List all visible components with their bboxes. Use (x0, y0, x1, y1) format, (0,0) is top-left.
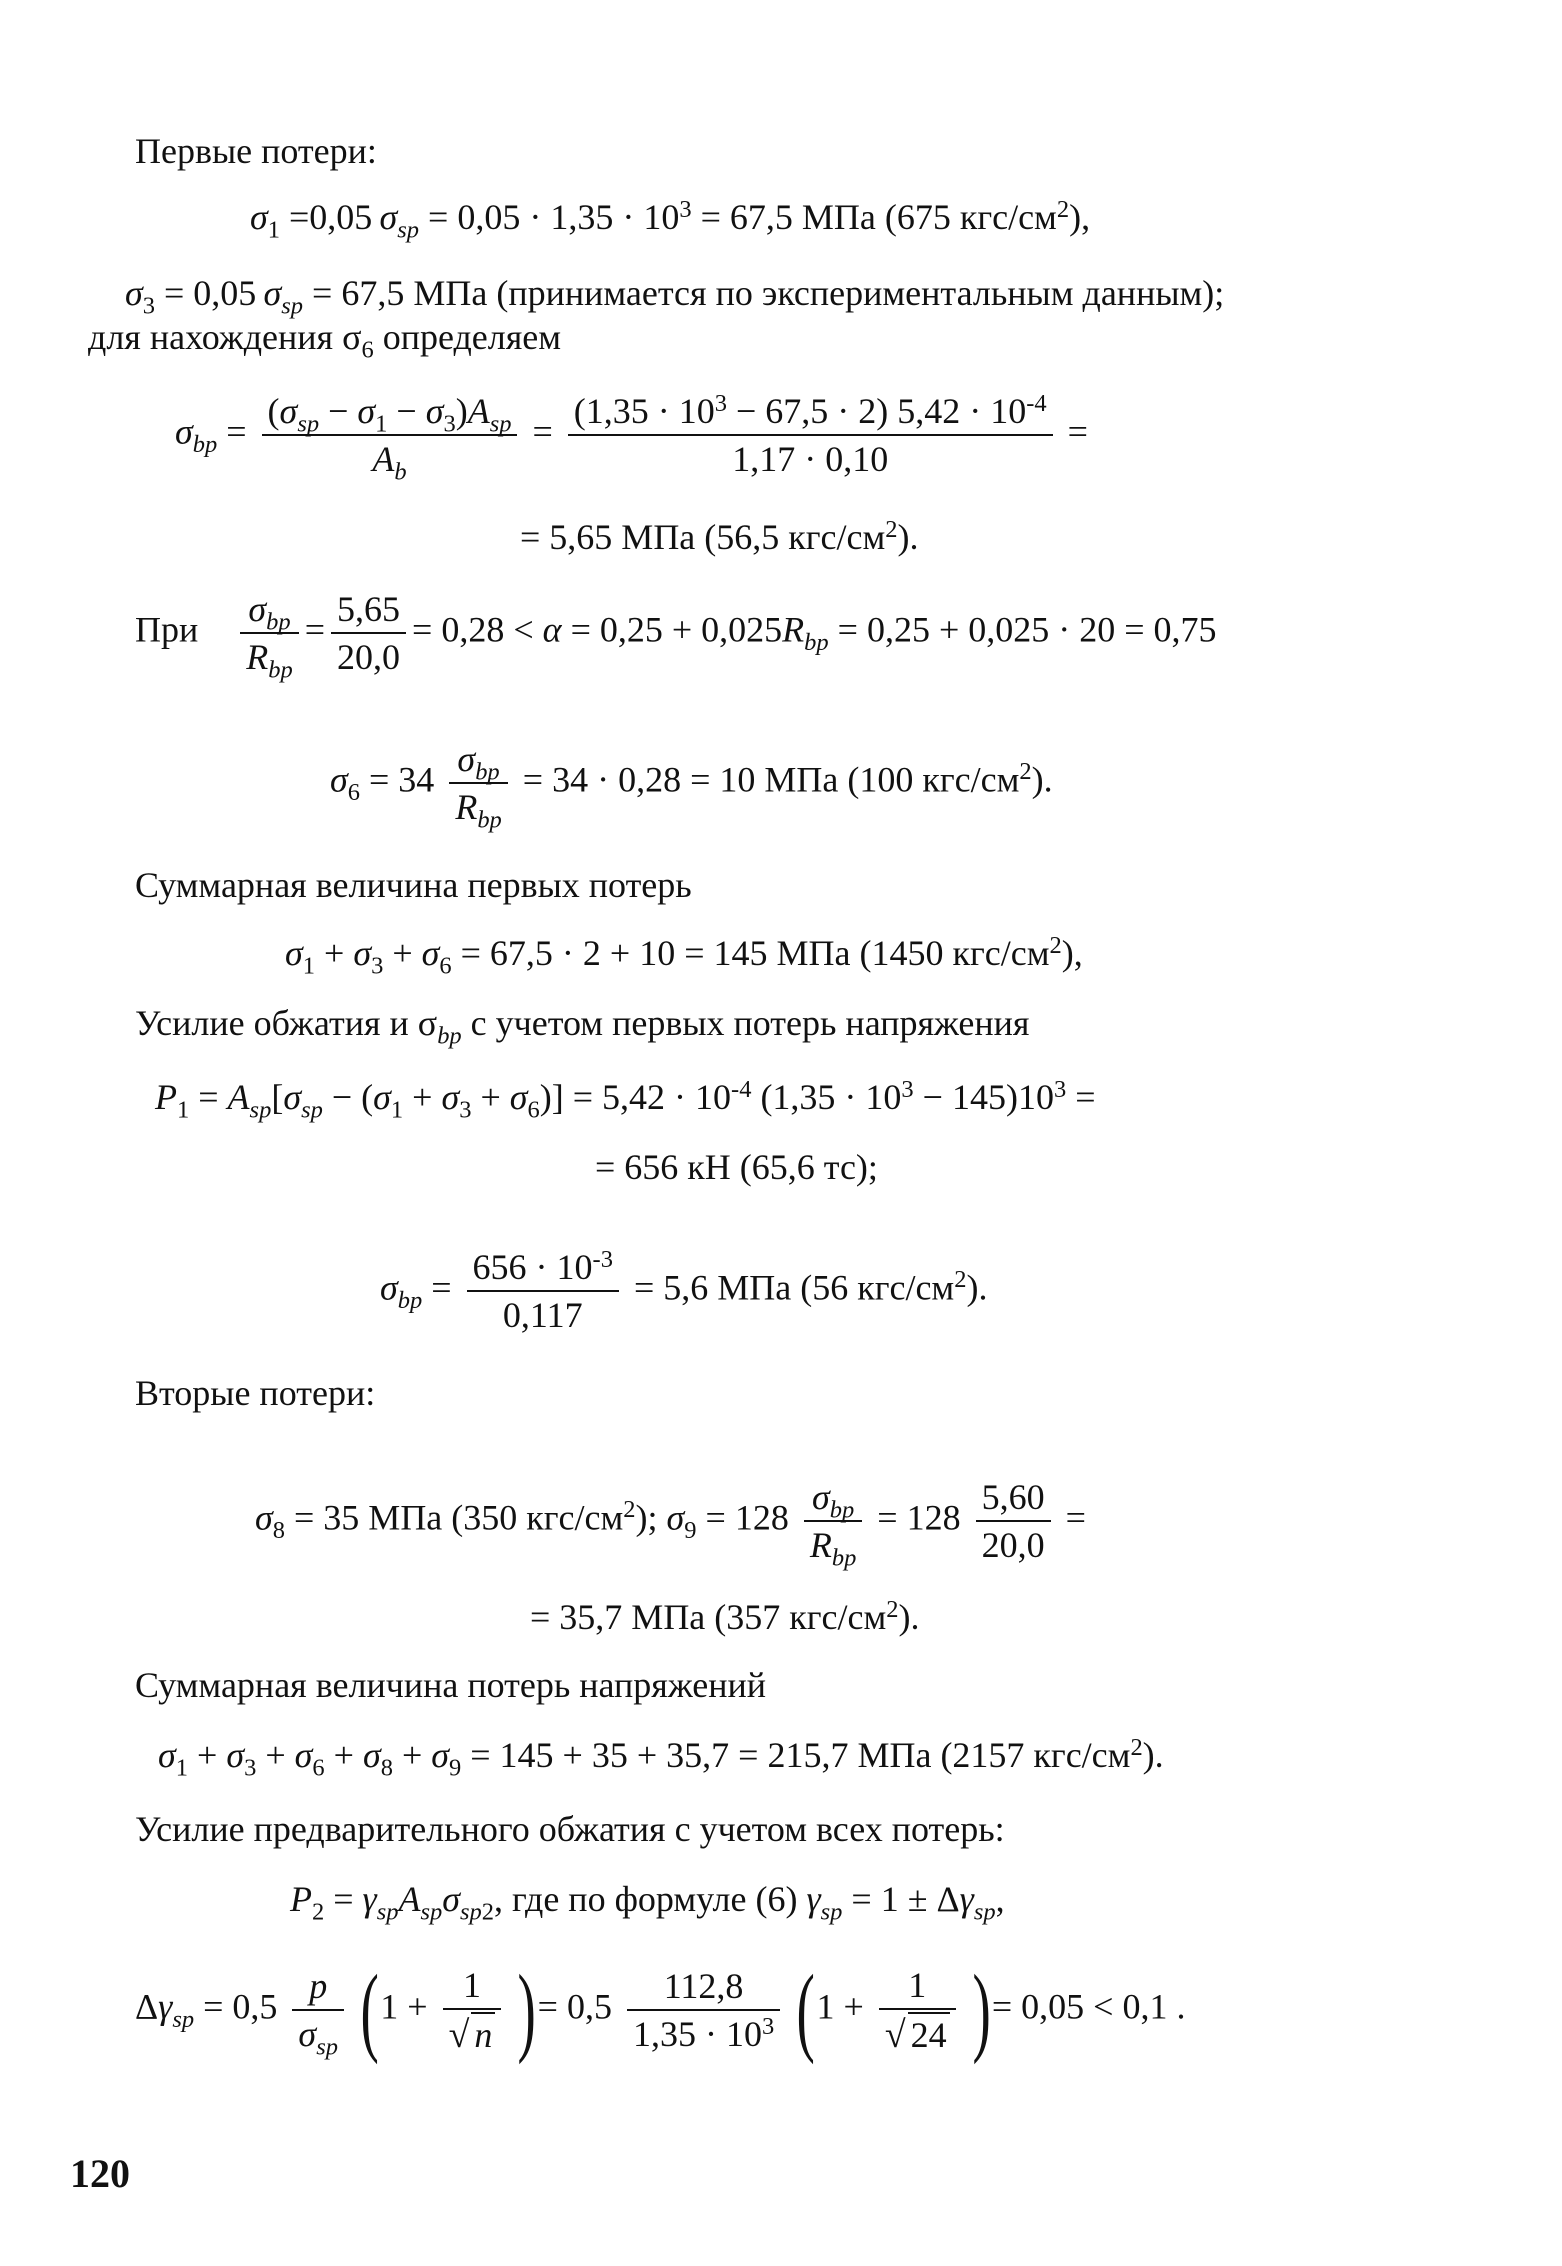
formula-sigma8-sigma9: $\sigma_8 = 35$ МПа (350 кгс/$см^2$); $\sigma_9 = 128$ $\sigma_{bp}$ $R_{bp}$ = 128 $\frac{5,60}{20,0}$ = (255, 1477, 1086, 1572)
formula-sum-all: $\sigma_1 + \sigma_3 + \sigma_6 + \sigma_8 + \sigma_9 = 145 + 35 + 35,7 = 215,7$ МПа (2157 кгс/$см^2$). (158, 1733, 1164, 1782)
heading-sum-first: Суммарная величина первых потерь (135, 865, 692, 905)
formula-sigma-bp-1: $\sigma_{bp}$ = $(\sigma_{sp} - \sigma_1 - \sigma_3)A_{sp}$ $A_b$ = $\frac{(1,35 \cdot 10^3 - 67,5 \cdot 2) 5,42 \cdot 10^{-4}}{1,17 \cdot 0,10}$ = (175, 389, 1088, 486)
formula-p2: $P_2 = \gamma_{sp}A_{sp}\sigma_{sp2}$, где по формуле (6) $\gamma_{sp} = 1 \pm \Delta\gamma_{sp}$, (290, 1879, 1005, 1926)
formula-ratio: При $\sigma_{bp}$ $R_{bp}$ = $\frac{5,65}{20,0}$ = $0,28 < \alpha = 0,25 + 0,025R_{bp} = 0,25 + 0,025 \cdot 20 = 0,75$ (135, 589, 1217, 684)
formula-sum-first: $\sigma_1 + \sigma_3 + \sigma_6 = 67,5 \cdot 2 + 10 = 145$ МПа (1450 кгс/$см^2$), (285, 931, 1083, 980)
heading-second-losses: Вторые потери: (135, 1373, 376, 1413)
formula-p1-result: = 656 кН (65,6 тс); (595, 1147, 878, 1187)
sigma3-note: (принимается по экспериментальным данным); (496, 273, 1225, 313)
text-find-sigma6: для нахождения $\sigma_6$ определяем (88, 317, 562, 364)
formula-sigma9-result: = 35,7 МПа (357 кгс/$см^2$). (530, 1595, 920, 1637)
formula-sigma3: $\sigma_3 = 0,05$ $\sigma_{sp} = 67,5$ МПа (принимается по экспериментальным данным); (125, 273, 1225, 320)
heading-first-losses: Первые потери: (135, 131, 377, 171)
text-pri: При (135, 609, 199, 650)
formula-sigma6: $\sigma_6 = 34$ $\sigma_{bp}$ $R_{bp}$ = 34 · 0,28 = 10 МПа (100 кгс/$см^2$). (330, 739, 1053, 834)
formula-p1: $P_1 = A_{sp}[\sigma_{sp} - (\sigma_1 + \sigma_3 + \sigma_6)] = 5,42 \cdot 10^{-4}$ $(1,35 \cdot 10^3 - 145)10^3$ = (155, 1075, 1096, 1124)
formula-sigma-bp-1-result: = 5,65 МПа (56,5 кгс/$см^2$). (520, 515, 919, 557)
page-number: 120 (70, 2151, 130, 2196)
heading-force-first: Усилие обжатия и $\sigma_{bp}$ с учетом первых потерь напряжения (135, 1003, 1030, 1050)
heading-sum-all: Суммарная величина потерь напряжений (135, 1665, 767, 1705)
heading-force-all: Усилие предварительного обжатия с учетом всех потерь: (135, 1809, 1005, 1849)
formula-sigma-bp-2: $\sigma_{bp}$ = $\frac{656 \cdot 10^{-3}}{0,117}$ = 5,6 МПа (56 кгс/$см^2$). (380, 1245, 988, 1335)
formula-delta-gamma: $\Delta\gamma_{sp} = 0,5$ p $\sigma_{sp}$ (1 + $\frac{1}{√ n}$ )= 0,5 $\frac{112,8}{1,35 \cdot 10^3}$ (1 + $\frac{1}{√ 24}$ )= 0,05 < 0,1 . (135, 1954, 1186, 2065)
formula-sigma1: $\sigma_1 =0,05$ $\sigma_{sp} = 0,05 \cdot 1,35 \cdot 10^3 = 67,5$ МПа (675 кгс/$см^2$), (250, 195, 1091, 244)
